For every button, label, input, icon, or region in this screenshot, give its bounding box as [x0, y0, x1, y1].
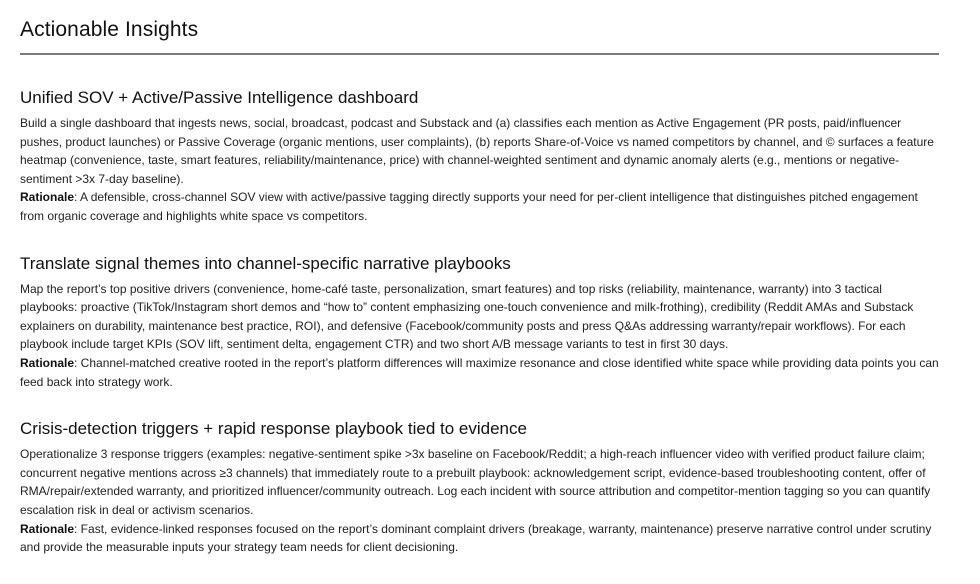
- rationale-text: : Fast, evidence-linked responses focused on the report’s dominant complaint drivers (breakage, warranty, maintenance) preserve narrative control under scrutiny and provide the measurable inputs your strategy team needs for client decisioning.: [20, 521, 932, 555]
- insight-body: Operationalize 3 response triggers (examples: negative-sentiment spike >3x baseline on Facebook/Reddit; a high-reach influencer video with verified product failure claim; concurrent negative mentions across ≥3 channels) that immediately route to a prebuilt playbook: acknowledgement script, evidence-based troubleshooting content, offer of RMA/repair/extended warranty, and prioritized influencer/community outreach. Log each incident with source attribution and competitor-mention tagging so you can quantify escalation risk in deal or activism scenarios.: [20, 447, 931, 517]
- rationale-label: Rationale: [20, 521, 75, 536]
- insight-body: Build a single dashboard that ingests news, social, broadcast, podcast and Substack and (a) classifies each mention as Active Engagement (PR posts, paid/influencer pushes, product launches) or Passive Coverage (organic mentions, user complaints), (b) reports Share-of-Voice vs named competitors by channel, and © surfaces a feature heatmap (convenience, taste, smart features, reliability/maintenance, price) with channel-weighted sentiment and dynamic anomaly alerts (e.g., mentions or negative-sentiment >3x 7-day baseline).: [20, 116, 934, 186]
- insight-section: [20, 253, 939, 392]
- page-title: Actionable Insights: [20, 18, 199, 41]
- insight-rationale: [20, 354, 939, 391]
- insight-section: [20, 418, 939, 557]
- insight-rationale: [20, 520, 939, 557]
- rationale-label: Rationale: [20, 190, 75, 205]
- insight-heading: Unified SOV + Active/Passive Intelligence dashboard: [20, 88, 419, 107]
- insight-heading: Translate signal themes into channel-specific narrative playbooks: [20, 253, 511, 273]
- rationale-text: : A defensible, cross-channel SOV view with active/passive tagging directly supports your need for per-client intelligence that distinguishes pitched engagement from organic coverage and highlights white space vs competitors.: [20, 190, 918, 223]
- insight-heading: Crisis-detection triggers + rapid response playbook tied to evidence: [20, 419, 527, 439]
- insight-section: [20, 87, 939, 226]
- title-divider: [20, 53, 939, 55]
- rationale-label: Rationale: [20, 355, 75, 370]
- insight-rationale: [20, 188, 939, 225]
- insight-body: Map the report’s top positive drivers (convenience, home-café taste, personalization, smart features) and top risks (reliability, maintenance, warranty) into 3 tactical playbooks: proactive (TikTok/Instagram short demos and “how to” content emphasizing one-touch convenience and milk-frothing), credibility (Reddit AMAs and Substack explainers on durability, maintenance best practice, ROI), and defensive (Facebook/community posts and press Q&As addressing warranty/repair workflows). For each playbook include target KPIs (SOV lift, sentiment delta, engagement CTR) and two short A/B message variants to test in first 30 days.: [20, 281, 914, 352]
- rationale-text: : Channel-matched creative rooted in the report’s platform differences will maximize resonance and close identified white space while providing data points you can feed back into strategy work.: [20, 355, 939, 389]
